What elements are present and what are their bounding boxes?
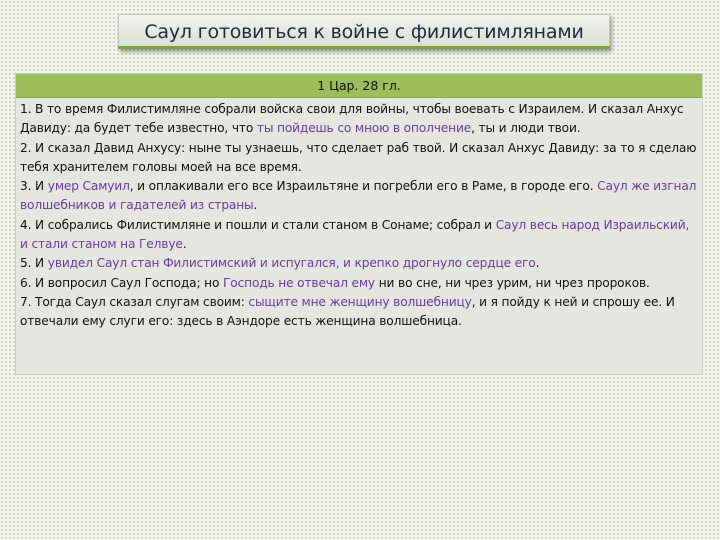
verse-text: , и я пойду к ней и спрошу ее. И отвечали ему слуги его: здесь в Аэндоре есть женщина волшебница. <box>20 294 675 329</box>
verse-text: ни во сне, ни чрез урим, ни чрез пророков. <box>375 275 650 290</box>
scripture-table <box>15 73 703 375</box>
verse-6 <box>20 274 698 293</box>
verse-7 <box>20 293 698 332</box>
verse-text: 2. И сказал Давид Анхусу: ныне ты узнаешь, что сделает раб твой. И сказал Анхус Давиду: за то я сделаю тебя хранителем головы моей на все время. <box>20 140 697 174</box>
slide-title-box <box>118 14 610 49</box>
verse-text: 7. Тогда Саул сказал слугам своим: <box>20 294 249 309</box>
scripture-reference: 1 Цар. 28 гл. <box>317 78 401 93</box>
highlighted-phrase: ты пойдешь со мною в ополчение <box>256 121 472 136</box>
verse-1 <box>20 100 698 139</box>
verses-body <box>16 98 702 332</box>
verse-text: . <box>253 198 258 213</box>
highlighted-phrase: Саул же изгнал волшебников и гадателей из страны <box>20 179 697 213</box>
verse-text: 4. И собрались Филистимляне и пошли и стали станом в Сонаме; собрал и <box>20 217 496 232</box>
verse-text: 3. И <box>20 179 48 194</box>
table-header <box>16 74 702 98</box>
verse-text: . <box>535 256 540 271</box>
verse-text: , и оплакивали его все Израильтяне и погребли его в Раме, в городе его. <box>129 179 598 194</box>
verse-4 <box>20 216 698 255</box>
highlighted-phrase: Господь не отвечал ему <box>222 275 375 290</box>
verse-5 <box>20 254 698 273</box>
highlighted-phrase: увидел Саул стан Филистимский и испугался, и крепко дрогнуло сердце его <box>47 256 536 271</box>
highlighted-phrase: Саул весь народ Израильский, и стали станом на Гелвуе <box>20 217 690 252</box>
title-underline-bar <box>118 46 610 49</box>
verse-text: . <box>182 237 187 252</box>
verse-2 <box>20 139 698 178</box>
verse-text: 6. И вопросил Саул Господа; но <box>20 275 223 290</box>
slide-title: Саул готовиться к войне с филистимлянами <box>144 20 584 43</box>
highlighted-phrase: умер Самуил <box>47 179 130 194</box>
highlighted-phrase: сыщите мне женщину волшебницу <box>248 294 472 309</box>
verse-text: 1. В то время Филистимляне собрали войска свои для войны, чтобы воевать с Израилем. И сказал Анхус Давиду: да будет тебе известно, что <box>20 102 684 136</box>
verse-text: , ты и люди твои. <box>471 121 581 136</box>
verse-3 <box>20 177 698 216</box>
verse-text: 5. И <box>20 256 48 271</box>
